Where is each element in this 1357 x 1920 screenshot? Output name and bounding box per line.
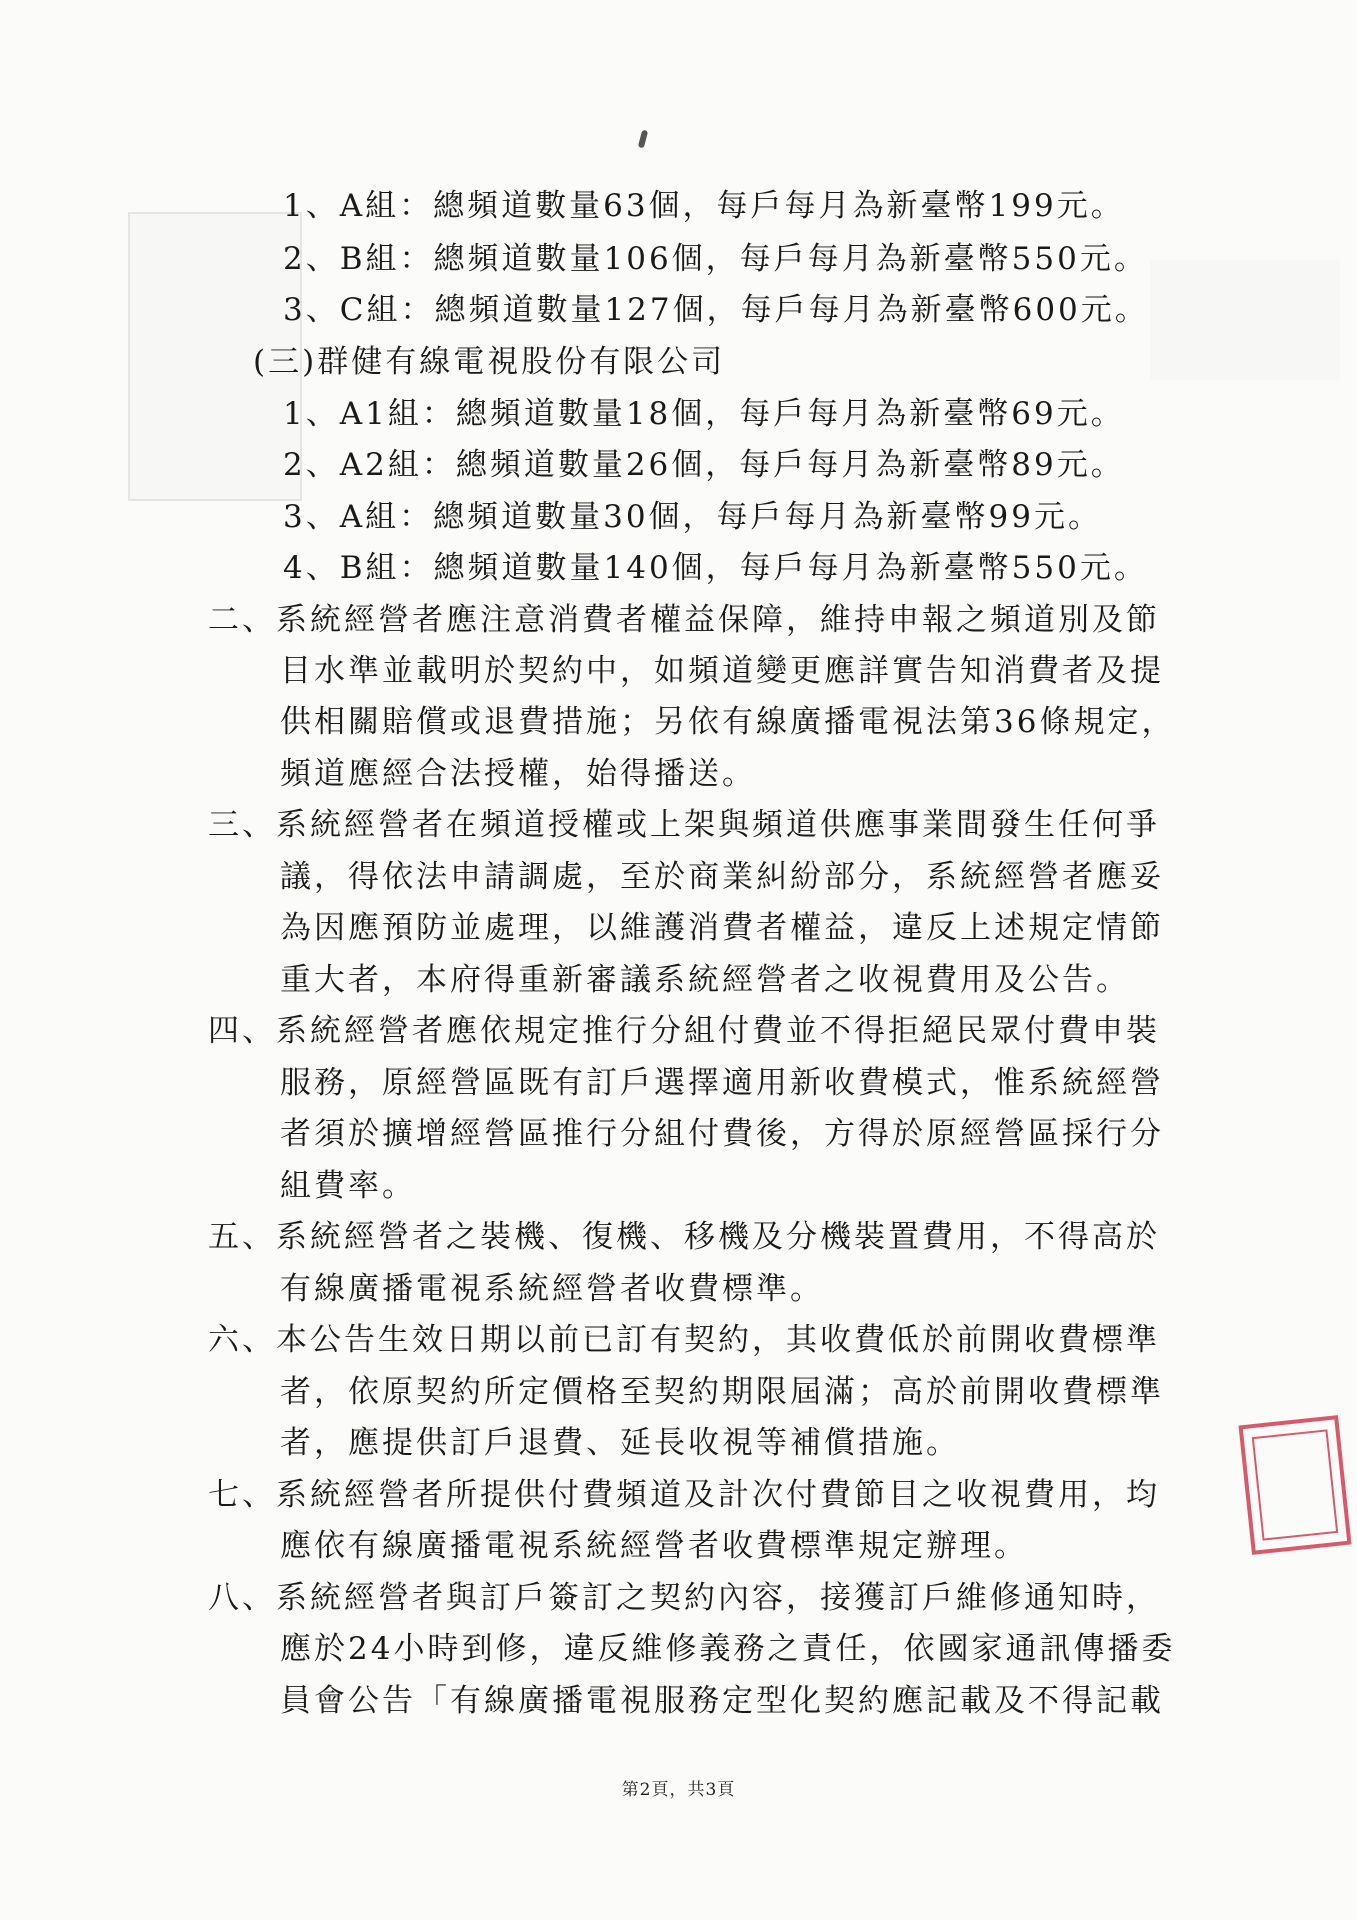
- text-line: 2、A2組：總頻道數量26個，每戶每月為新臺幣89元。: [283, 447, 1125, 483]
- clause-5-line-2: 有線廣播電視系統經營者收費標準。: [280, 1271, 824, 1307]
- seal-inner-border: [1252, 1429, 1338, 1540]
- text-line: 1、A組：總頻道數量63個，每戶每月為新臺幣199元。: [283, 188, 1125, 224]
- clause-3-line-1: 三、系統經營者在頻道授權或上架與頻道供應事業間發生任何爭: [208, 807, 1160, 843]
- clause-2-line-3: 供相關賠償或退費措施；另依有線廣播電視法第36條規定，: [280, 704, 1176, 740]
- clause-2-line-1: 二、系統經營者應注意消費者權益保障，維持申報之頻道別及節: [208, 602, 1160, 638]
- official-seal-stamp: [1238, 1415, 1351, 1555]
- clause-2-line-4: 頻道應經合法授權，始得播送。: [280, 756, 756, 792]
- clause-4-line-4: 組費率。: [280, 1168, 416, 1204]
- text-line: 2、B組：總頻道數量106個，每戶每月為新臺幣550元。: [283, 241, 1148, 277]
- bleed-through-text: [1150, 260, 1340, 380]
- text-line: 3、C組：總頻道數量127個，每戶每月為新臺幣600元。: [283, 292, 1149, 328]
- clause-6-line-3: 者，應提供訂戶退費、延長收視等補償措施。: [280, 1425, 960, 1461]
- page-number-footer: 第2頁，共3頁: [621, 1780, 736, 1800]
- clause-8-line-1: 八、系統經營者與訂戶簽訂之契約內容，接獲訂戶維修通知時，: [208, 1580, 1160, 1616]
- clause-8-line-2: 應於24小時到修，違反維修義務之責任，依國家通訊傳播委: [280, 1631, 1176, 1667]
- clause-4-line-2: 服務，原經營區既有訂戶選擇適用新收費模式，惟系統經營: [280, 1065, 1164, 1101]
- clause-5-line-1: 五、系統經營者之裝機、復機、移機及分機裝置費用，不得高於: [208, 1219, 1160, 1255]
- clause-7-line-2: 應依有線廣播電視系統經營者收費標準規定辦理。: [280, 1528, 1028, 1564]
- clause-3-line-2: 議，得依法申請調處，至於商業糾紛部分，系統經營者應妥: [280, 859, 1164, 895]
- clause-7-line-1: 七、系統經營者所提供付費頻道及計次付費節目之收視費用，均: [208, 1477, 1160, 1513]
- clause-2-line-2: 目水準並載明於契約中，如頻道變更應詳實告知消費者及提: [280, 653, 1164, 689]
- text-line: 1、A1組：總頻道數量18個，每戶每月為新臺幣69元。: [283, 396, 1125, 432]
- section-heading: (三)群健有線電視股份有限公司: [253, 344, 726, 380]
- clause-4-line-1: 四、系統經營者應依規定推行分組付費並不得拒絕民眾付費申裝: [208, 1013, 1160, 1049]
- clause-4-line-3: 者須於擴增經營區推行分組付費後，方得於原經營區採行分: [280, 1116, 1164, 1152]
- ink-mark: [638, 130, 648, 149]
- text-line: 3、A組：總頻道數量30個，每戶每月為新臺幣99元。: [283, 499, 1103, 535]
- clause-8-line-3: 員會公告「有線廣播電視服務定型化契約應記載及不得記載: [280, 1683, 1164, 1719]
- clause-6-line-1: 六、本公告生效日期以前已訂有契約，其收費低於前開收費標準: [208, 1322, 1160, 1358]
- clause-3-line-3: 為因應預防並處理，以維護消費者權益，違反上述規定情節: [280, 910, 1164, 946]
- clause-6-line-2: 者，依原契約所定價格至契約期限屆滿；高於前開收費標準: [280, 1374, 1164, 1410]
- clause-3-line-4: 重大者，本府得重新審議系統經營者之收視費用及公告。: [280, 962, 1130, 998]
- text-line: 4、B組：總頻道數量140個，每戶每月為新臺幣550元。: [283, 550, 1148, 586]
